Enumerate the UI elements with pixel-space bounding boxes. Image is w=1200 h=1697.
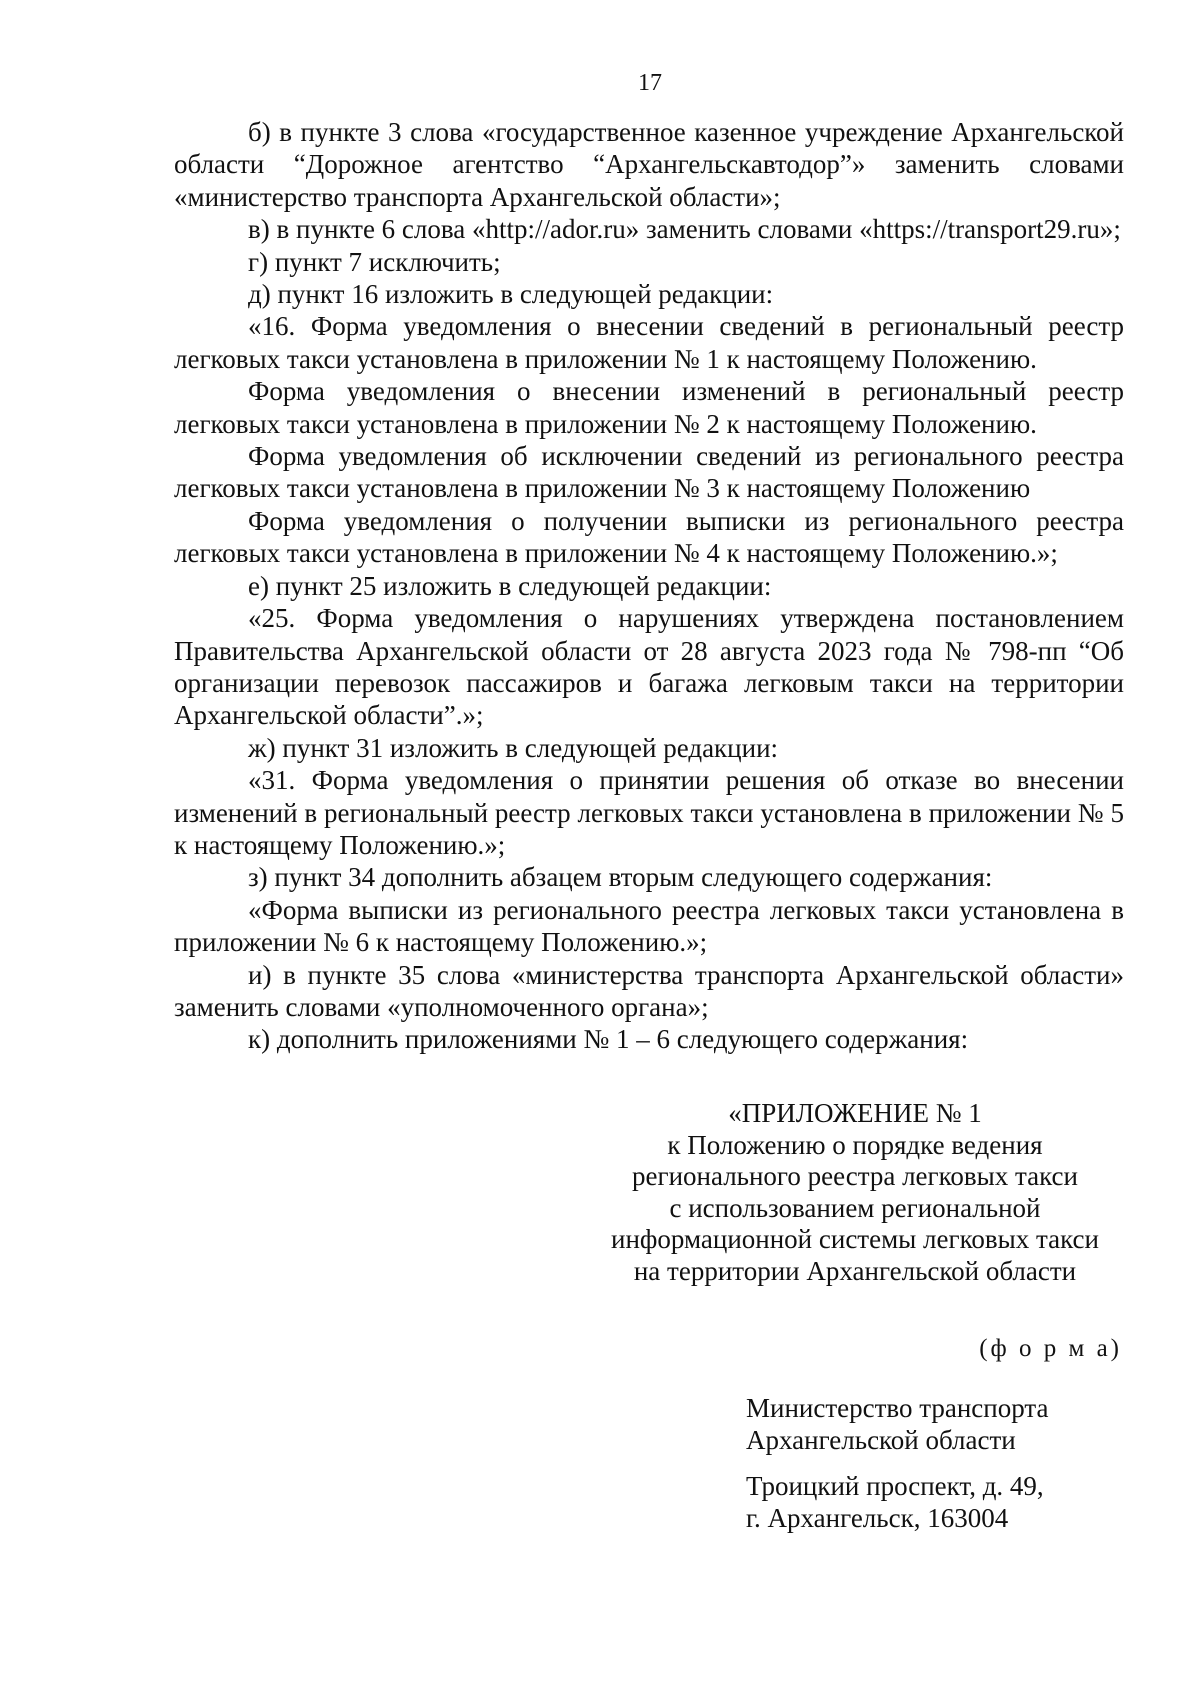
amendments-body — [174, 116, 1124, 1056]
paragraph-16-notice-exclude: Форма уведомления об исключении сведений из регионального реестра легковых такси установлена в приложении № 3 к настоящему Положению — [174, 441, 1124, 504]
paragraph-b: б) в пункте 3 слова «государственное казенное учреждение Архангельской области “Дорожное агентство “Архангельскавтодор”» заменить словами «министерство транспорта Архангельской области»; — [174, 117, 1124, 212]
paragraph-d: д) пункт 16 изложить в следующей редакции: — [248, 279, 774, 310]
appendix-line: к Положению о порядке ведения — [667, 1129, 1043, 1160]
paragraph-16-notice-change: Форма уведомления о внесении изменений в региональный реестр легковых такси установлена в приложении № 2 к настоящему Положению. — [174, 376, 1124, 439]
paragraph-v: в) в пункте 6 слова «http://ador.ru» заменить словами «https://transport29.ru»; — [248, 214, 1121, 245]
form-label: (ф о р м а) — [979, 1335, 1122, 1362]
paragraph-16-notice-add: «16. Форма уведомления о внесении сведений в региональный реестр легковых такси установлена в приложении № 1 к настоящему Положению. — [174, 311, 1124, 374]
paragraph-25-text: «25. Форма уведомления о нарушениях утверждена постановлением Правительства Архангельской области от 28 августа 2023 года № 798-пп “Об организации перевозок пассажиров и багажа легковым такси на территории Архангельской области”.»; — [174, 603, 1124, 731]
paragraph-34-text: «Форма выписки из регионального реестра легковых такси установлена в приложении № 6 к настоящему Положению.»; — [174, 894, 1124, 958]
address-line: Министерство транспорта — [746, 1393, 1049, 1423]
paragraph-zh: ж) пункт 31 изложить в следующей редакции: — [248, 732, 779, 763]
addressee-block — [746, 1392, 1048, 1534]
paragraph-e: е) пункт 25 изложить в следующей редакции: — [248, 570, 772, 601]
addressee-organization — [746, 1392, 1048, 1456]
paragraph-16-notice-extract: Форма уведомления о получении выписки из регионального реестра легковых такси установлена в приложении № 4 к настоящему Положению.»; — [174, 505, 1124, 569]
page-number: 17 — [638, 70, 662, 96]
appendix-title: «ПРИЛОЖЕНИЕ № 1 — [728, 1098, 982, 1128]
appendix-header — [590, 1098, 1120, 1287]
appendix-line: информационной системы легковых такси — [611, 1224, 1099, 1254]
address-line: г. Архангельск, 163004 — [746, 1503, 1009, 1533]
address-line: Троицкий проспект, д. 49, — [746, 1471, 1044, 1501]
appendix-line: регионального реестра легковых такси — [632, 1161, 1078, 1191]
address-line: Архангельской области — [746, 1425, 1016, 1455]
paragraph-z: з) пункт 34 дополнить абзацем вторым следующего содержания: — [248, 862, 993, 893]
paragraph-k: к) дополнить приложениями № 1 – 6 следующего содержания: — [248, 1024, 969, 1055]
appendix-line: на территории Архангельской области — [633, 1255, 1077, 1286]
appendix-line: с использованием региональной — [669, 1192, 1041, 1223]
paragraph-g: г) пункт 7 исключить; — [248, 246, 501, 277]
addressee-street — [746, 1470, 1048, 1534]
paragraph-31-text: «31. Форма уведомления о принятии решения об отказе во внесении изменений в региональный реестр легковых такси установлена в приложении № 5 к настоящему Положению.»; — [174, 765, 1124, 860]
paragraph-i: и) в пункте 35 слова «министерства транспорта Архангельской области» заменить словами «уполномоченного органа»; — [174, 959, 1124, 1022]
